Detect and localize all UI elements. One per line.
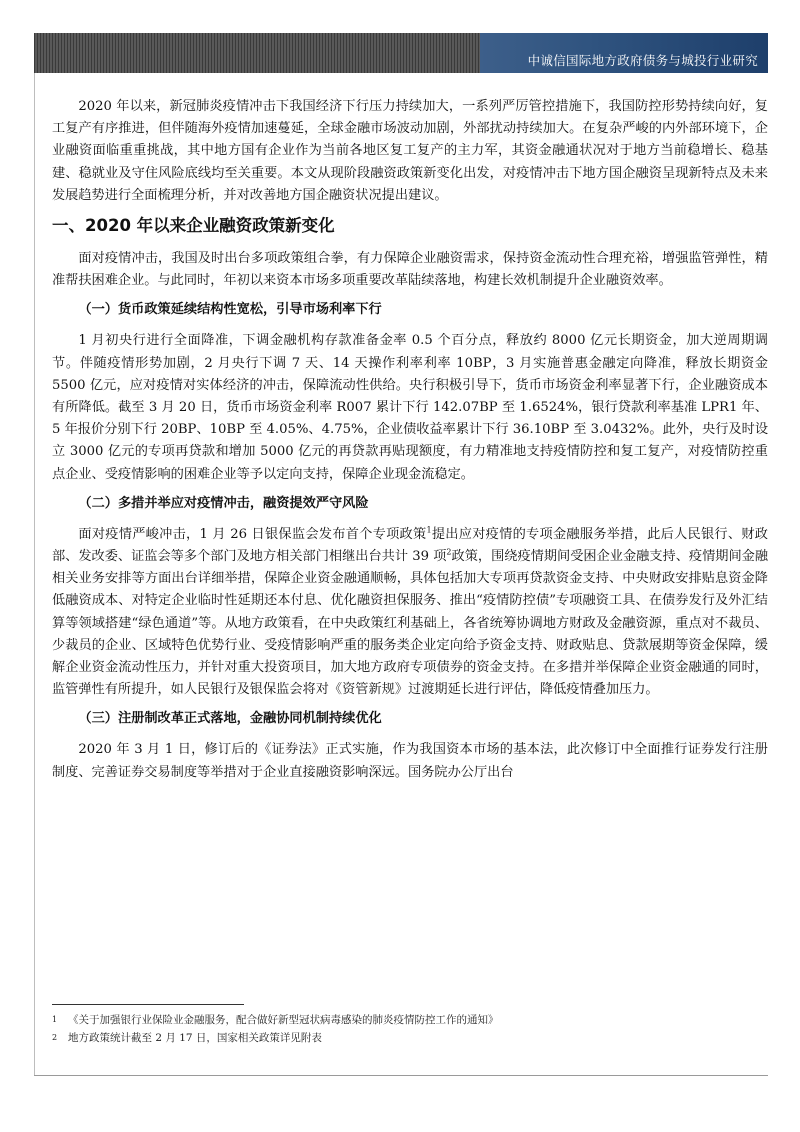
subsection-3-heading: （三）注册制改革正式落地，金融协同机制持续优化: [78, 711, 382, 727]
footnote-ref-2[interactable]: 2: [446, 547, 452, 557]
subsection-2-text-part-a: 面对疫情严峻冲击，1 月 26 日银保监会发布首个专项政策: [78, 526, 427, 542]
section-1-heading: 一、2020 年以来企业融资政策新变化: [52, 216, 335, 236]
subsection-2-text-part-b: 提出应对疫情的专项金融服务举措，此后人民银行、财政部、发改委、证监会等多个部门及地方相关部门相继出台共计 39 项: [52, 526, 768, 565]
footnote-separator: [52, 1004, 244, 1005]
footnote-1: [52, 1011, 768, 1029]
subsection-2-paragraph: [52, 524, 768, 702]
footnote-1-text: 《关于加强银行业保险业金融服务，配合做好新型冠状病毒感染的肺炎疫情防控工作的通知》: [68, 1014, 499, 1026]
subsection-1-paragraph: 1 月初央行进行全面降准，下调金融机构存款准备金率 0.5 个百分点，释放约 8000 亿元长期资金，加大逆周期调节。伴随疫情形势加剧，2 月央行下调 7 天、14 天操作利率利率 10BP，3 月实施普惠金融定向降准，释放长期资金 5500 亿元，应对疫情对实体经济的冲击，保障流动性供给。央行积极引导下，货币市场资金利率显著下行，企业融资成本有所降低。截至 3 月 20 日，货币市场资金利率 R007 累计下行 142.07BP 至 1.6524%，银行贷款利率基准 LPR1 年、5 年报价分别下行 20BP、10BP 至 4.05%、4.75%，企业债收益率累计下行 36.10BP 至 3.0432%。此外，央行及时设立 3000 亿元的专项再贷款和增加 5000 亿元的再贷款再贴现额度，有力精准地支持疫情防控和复工复产，对疫情防控重点企业、受疫情影响的困难企业等予以定向支持，保障企业现金流稳定。: [52, 333, 769, 482]
page-bottom-rule: [34, 1075, 768, 1076]
footnote-2: [52, 1029, 768, 1047]
subsection-2-text-part-c: 政策，围绕疫情期间受困企业金融支持、疫情期间金融相关业务安排等方面出台详细举措，保障企业资金融通顺畅，具体包括加大专项再贷款资金支持、中央财政安排贴息资金降低融资成本、对特定企业临时性延期还本付息、优化融资担保服务、推出“疫情防控债”专项融资工具、在债券发行及外汇结算等领域搭建“绿色通道”等。从地方政策看，在中央政策红利基础上，各省统筹协调地方财政及金融资源，重点对不裁员、少裁员的企业、区域特色优势行业、受疫情影响严重的服务类企业定向给予资金支持、财政贴息、贷款展期等资金保障，缓解企业资金流动性压力，并针对重大投资项目，加大地方政府专项债券的资金支持。在多措并举保障企业资金融通的同时，监管弹性有所提升，如人民银行及银保监会将对《资管新规》过渡期延长进行评估，降低疫情叠加压力。: [52, 549, 769, 698]
subsection-3-paragraph: 2020 年 3 月 1 日，修订后的《证券法》正式实施，作为我国资本市场的基本法，此次修订中全面推行证券发行注册制度、完善证券交易制度等举措对于企业直接融资影响深远。国务院办公厅出台: [52, 742, 768, 780]
footnote-2-text: 地方政策统计截至 2 月 17 日，国家相关政策详见附表: [68, 1032, 322, 1044]
left-margin-rule: [34, 73, 35, 1075]
intro-paragraph: 2020 年以来，新冠肺炎疫情冲击下我国经济下行压力持续加大，一系列严厉管控措施下，我国防控形势持续向好，复工复产有序推进，但伴随海外疫情加速蔓延，全球金融市场波动加剧，外部扰动持续加大。在复杂严峻的内外部环境下，企业融资面临重重挑战，其中地方国有企业作为当前各地区复工复产的主力军，其资金融通状况对于地方当前稳增长、稳基建、稳就业及守住风险底线均至关重要。本文从现阶段融资政策新变化出发，对疫情冲击下地方国企融资呈现新特点及未来发展趋势进行全面梳理分析，并对改善地方国企融资状况提出建议。: [52, 99, 768, 203]
subsection-1-heading: （一）货币政策延续结构性宽松，引导市场利率下行: [78, 302, 382, 318]
footnote-1-number: 1: [52, 1015, 58, 1024]
document-body: [52, 96, 768, 791]
footnote-2-number: 2: [52, 1033, 58, 1042]
header-band: [34, 33, 768, 73]
header-title: 中诚信国际地方政府债务与城投行业研究: [527, 53, 758, 68]
footnotes: [52, 1011, 768, 1047]
header-title-block: [480, 33, 768, 73]
footnote-ref-1[interactable]: 1: [426, 525, 432, 535]
subsection-2-heading: （二）多措并举应对疫情冲击，融资提效严守风险: [78, 495, 369, 511]
section-1-intro-paragraph: 面对疫情冲击，我国及时出台多项政策组合拳，有力保障企业融资需求，保持资金流动性合理充裕，增强监管弹性，精准帮扶困难企业。与此同时，年初以来资本市场多项重要改革陆续落地，构建长效机制提升企业融资效率。: [52, 251, 768, 289]
